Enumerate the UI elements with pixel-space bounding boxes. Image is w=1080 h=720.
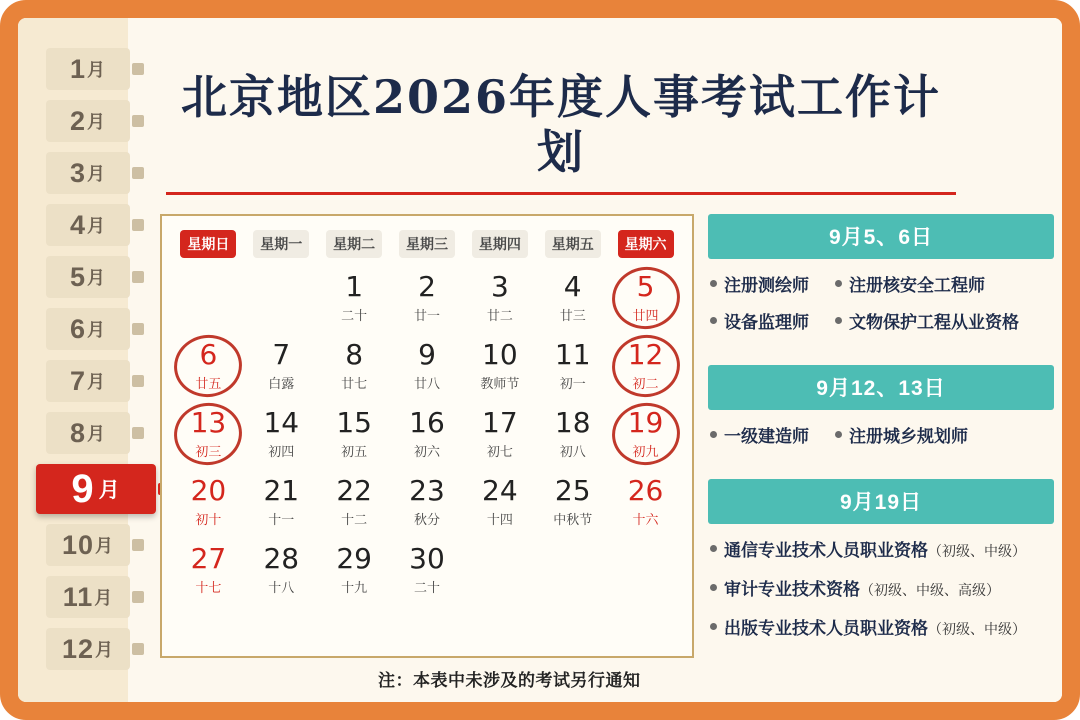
day-number: 26 [627,474,664,508]
calendar-day-cell[interactable] [172,400,245,468]
bullet-dot-icon [710,317,717,324]
month-tab-5[interactable] [46,256,130,298]
exam-list [708,410,1054,463]
calendar-day-cell[interactable] [391,536,464,604]
day-lunar-label: 十一 [268,511,295,527]
day-number: 30 [409,542,445,576]
day-lunar-label: 十二 [341,511,368,527]
day-number: 21 [263,474,300,508]
day-number: 27 [190,542,227,576]
month-tab-6[interactable] [46,308,130,350]
calendar-day-cell[interactable] [172,468,245,536]
day-lunar-label: 教师节 [480,375,520,391]
day-number: 11 [554,338,591,372]
calendar-day-cell[interactable] [391,468,464,536]
calendar-day-cell[interactable] [245,468,318,536]
month-number: 4 [69,209,87,240]
exam-item [710,536,1052,561]
calendar-empty-cell [536,536,609,604]
day-lunar-label: 廿二 [486,307,513,323]
exam-date-badge: 9月12、13日 [708,365,1054,410]
exam-level-note: （初级、中级） [928,621,1026,637]
calendar-day-cell[interactable] [609,468,682,536]
exam-list [708,259,1054,349]
month-suffix: 月 [87,112,107,132]
day-lunar-label: 十六 [632,511,659,527]
month-tab-7[interactable] [46,360,130,402]
footnote: 注：本表中未涉及的考试另行通知 [378,671,641,690]
month-number: 3 [69,157,87,188]
month-number: 1 [69,53,87,84]
bullet-dot-icon [835,280,842,287]
day-lunar-label: 白露 [268,375,295,391]
day-number: 18 [554,406,591,440]
month-suffix: 月 [87,372,107,392]
calendar-day-cell[interactable] [463,264,536,332]
day-lunar-label: 廿一 [413,307,440,323]
month-number: 12 [61,633,95,664]
day-number: 8 [345,338,364,372]
month-suffix: 月 [87,164,107,184]
calendar-day-cell[interactable] [536,264,609,332]
month-number: 2 [69,105,87,136]
month-suffix: 月 [98,479,121,502]
exam-list [708,524,1054,657]
day-lunar-label: 中秋节 [553,511,593,527]
month-tab-2[interactable] [46,100,130,142]
day-number: 2 [418,270,436,304]
day-lunar-label: 初七 [486,443,513,459]
calendar-day-cell[interactable] [536,468,609,536]
calendar-day-cell[interactable] [463,468,536,536]
day-number: 23 [409,474,445,508]
title-divider [166,192,956,195]
exam-item [710,575,1052,600]
bullet-dot-icon [710,280,717,287]
exam-section [708,479,1054,657]
calendar-card [160,214,694,658]
exam-name: 文物保护工程从业资格 [849,313,1019,332]
day-lunar-label: 初五 [341,443,368,459]
month-number: 11 [62,581,94,612]
day-lunar-label: 二十 [341,307,368,323]
calendar-empty-cell [609,536,682,604]
exam-section [708,214,1054,349]
calendar-day-cell[interactable] [609,264,682,332]
day-lunar-label: 十八 [268,579,295,595]
weekday-header-cell [536,230,609,258]
calendar-empty-cell [172,264,245,332]
calendar-day-cell[interactable] [245,536,318,604]
weekday-label: 星期二 [326,230,382,258]
month-suffix: 月 [87,320,107,340]
bullet-dot-icon [710,431,717,438]
exam-name: 设备监理师 [724,313,809,332]
month-suffix: 月 [94,588,114,608]
weekday-label: 星期六 [618,230,674,258]
day-lunar-label: 初一 [559,375,586,391]
day-number: 16 [409,406,445,440]
calendar-grid [172,264,682,604]
month-tab-10[interactable] [46,524,130,566]
month-tab-1[interactable] [46,48,130,90]
day-lunar-label: 廿三 [559,307,586,323]
month-suffix: 月 [95,640,115,660]
day-lunar-label: 廿四 [632,307,659,323]
exam-section [708,365,1054,463]
weekday-header-cell [463,230,536,258]
calendar-day-cell[interactable] [172,332,245,400]
poster-inner [18,18,1062,702]
month-suffix: 月 [87,60,107,80]
month-suffix: 月 [87,424,107,444]
weekday-label: 星期一 [253,230,309,258]
day-number: 10 [482,338,518,372]
weekday-label: 星期日 [180,230,236,258]
exam-item [835,308,1019,333]
exam-name: 一级建造师 [724,427,809,446]
month-number: 9 [71,466,95,511]
calendar-day-cell[interactable] [463,400,536,468]
calendar-day-cell[interactable] [609,332,682,400]
day-lunar-label: 二十 [413,579,440,595]
calendar-day-cell[interactable] [318,400,391,468]
calendar-day-cell[interactable] [318,468,391,536]
month-suffix: 月 [87,268,107,288]
month-number: 7 [69,365,87,396]
day-number: 4 [563,270,582,304]
month-tab-11[interactable] [46,576,130,618]
calendar-day-cell[interactable] [245,400,318,468]
calendar-day-cell[interactable] [609,400,682,468]
exam-name: 注册测绘师 [724,276,809,295]
calendar-day-cell[interactable] [245,332,318,400]
weekday-header-cell [609,230,682,258]
weekday-label: 星期三 [399,230,455,258]
exam-schedule-panel [708,214,1054,673]
day-lunar-label: 初十 [195,511,222,527]
month-tab-12[interactable] [46,628,130,670]
day-lunar-label: 廿五 [195,375,222,391]
day-lunar-label: 十九 [341,579,368,595]
bullet-dot-icon [710,584,717,591]
calendar-day-cell[interactable] [391,332,464,400]
bullet-dot-icon [710,623,717,630]
day-number: 13 [190,406,227,440]
bullet-dot-icon [710,545,717,552]
day-number: 19 [627,406,664,440]
day-lunar-label: 初八 [559,443,586,459]
calendar-day-cell[interactable] [318,264,391,332]
day-number: 22 [336,474,372,508]
month-tab-9[interactable] [36,464,156,514]
exam-row [710,308,1052,333]
day-number: 7 [272,338,291,372]
day-number: 9 [418,338,436,372]
day-lunar-label: 初三 [195,443,222,459]
day-number: 5 [636,270,655,304]
exam-item [710,422,809,447]
calendar-weekday-header [172,230,682,258]
month-number: 6 [69,313,87,344]
calendar-day-cell[interactable] [391,264,464,332]
exam-name: 审计专业技术资格 [724,580,860,599]
title-block [166,70,956,195]
exam-level-note: （初级、中级、高级） [860,582,1000,598]
calendar-day-cell[interactable] [391,400,464,468]
exam-item [710,271,809,296]
weekday-header-cell [391,230,464,258]
day-lunar-label: 十四 [486,511,513,527]
day-number: 15 [336,406,372,440]
calendar-day-cell[interactable] [172,536,245,604]
day-lunar-label: 十七 [195,579,222,595]
calendar-day-cell[interactable] [318,536,391,604]
month-suffix: 月 [95,536,115,556]
calendar-empty-cell [245,264,318,332]
month-tab-8[interactable] [46,412,130,454]
day-number: 12 [627,338,664,372]
bullet-dot-icon [835,317,842,324]
weekday-header-cell [318,230,391,258]
calendar-day-cell[interactable] [536,332,609,400]
exam-name: 出版专业技术人员职业资格 [724,619,928,638]
month-rail [46,48,130,670]
exam-row [710,271,1052,296]
calendar-day-cell[interactable] [463,332,536,400]
exam-row [710,422,1052,447]
day-number: 28 [263,542,300,576]
month-number: 5 [69,261,87,292]
exam-item [710,308,809,333]
month-tab-4[interactable] [46,204,130,246]
exam-name: 注册城乡规划师 [849,427,968,446]
day-number: 3 [490,270,509,304]
bullet-dot-icon [835,431,842,438]
calendar-empty-cell [463,536,536,604]
exam-item [835,422,968,447]
day-number: 25 [554,474,591,508]
exam-level-note: （初级、中级） [928,543,1026,559]
month-number: 8 [69,417,87,448]
weekday-header-cell [245,230,318,258]
calendar-day-cell[interactable] [318,332,391,400]
weekday-header-cell [172,230,245,258]
day-number: 24 [482,474,518,508]
day-number: 17 [482,406,518,440]
day-lunar-label: 初四 [268,443,295,459]
day-lunar-label: 秋分 [413,511,440,527]
day-number: 29 [336,542,372,576]
weekday-label: 星期五 [545,230,601,258]
day-lunar-label: 廿七 [341,375,368,391]
day-lunar-label: 初六 [413,443,440,459]
day-number: 1 [345,270,364,304]
day-lunar-label: 廿八 [413,375,440,391]
exam-item [710,614,1052,639]
month-suffix: 月 [87,216,107,236]
month-tab-3[interactable] [46,152,130,194]
day-lunar-label: 初九 [632,443,659,459]
exam-name: 通信专业技术人员职业资格 [724,541,928,560]
day-number: 6 [199,338,218,372]
month-number: 10 [61,529,95,560]
calendar-day-cell[interactable] [536,400,609,468]
exam-date-badge: 9月5、6日 [708,214,1054,259]
day-number: 14 [263,406,300,440]
exam-item [835,271,985,296]
exam-date-badge: 9月19日 [708,479,1054,524]
day-lunar-label: 初二 [632,375,659,391]
page-title: 北京地区2026年度人事考试工作计划 [180,70,942,180]
exam-name: 注册核安全工程师 [849,276,985,295]
day-number: 20 [190,474,227,508]
weekday-label: 星期四 [472,230,528,258]
